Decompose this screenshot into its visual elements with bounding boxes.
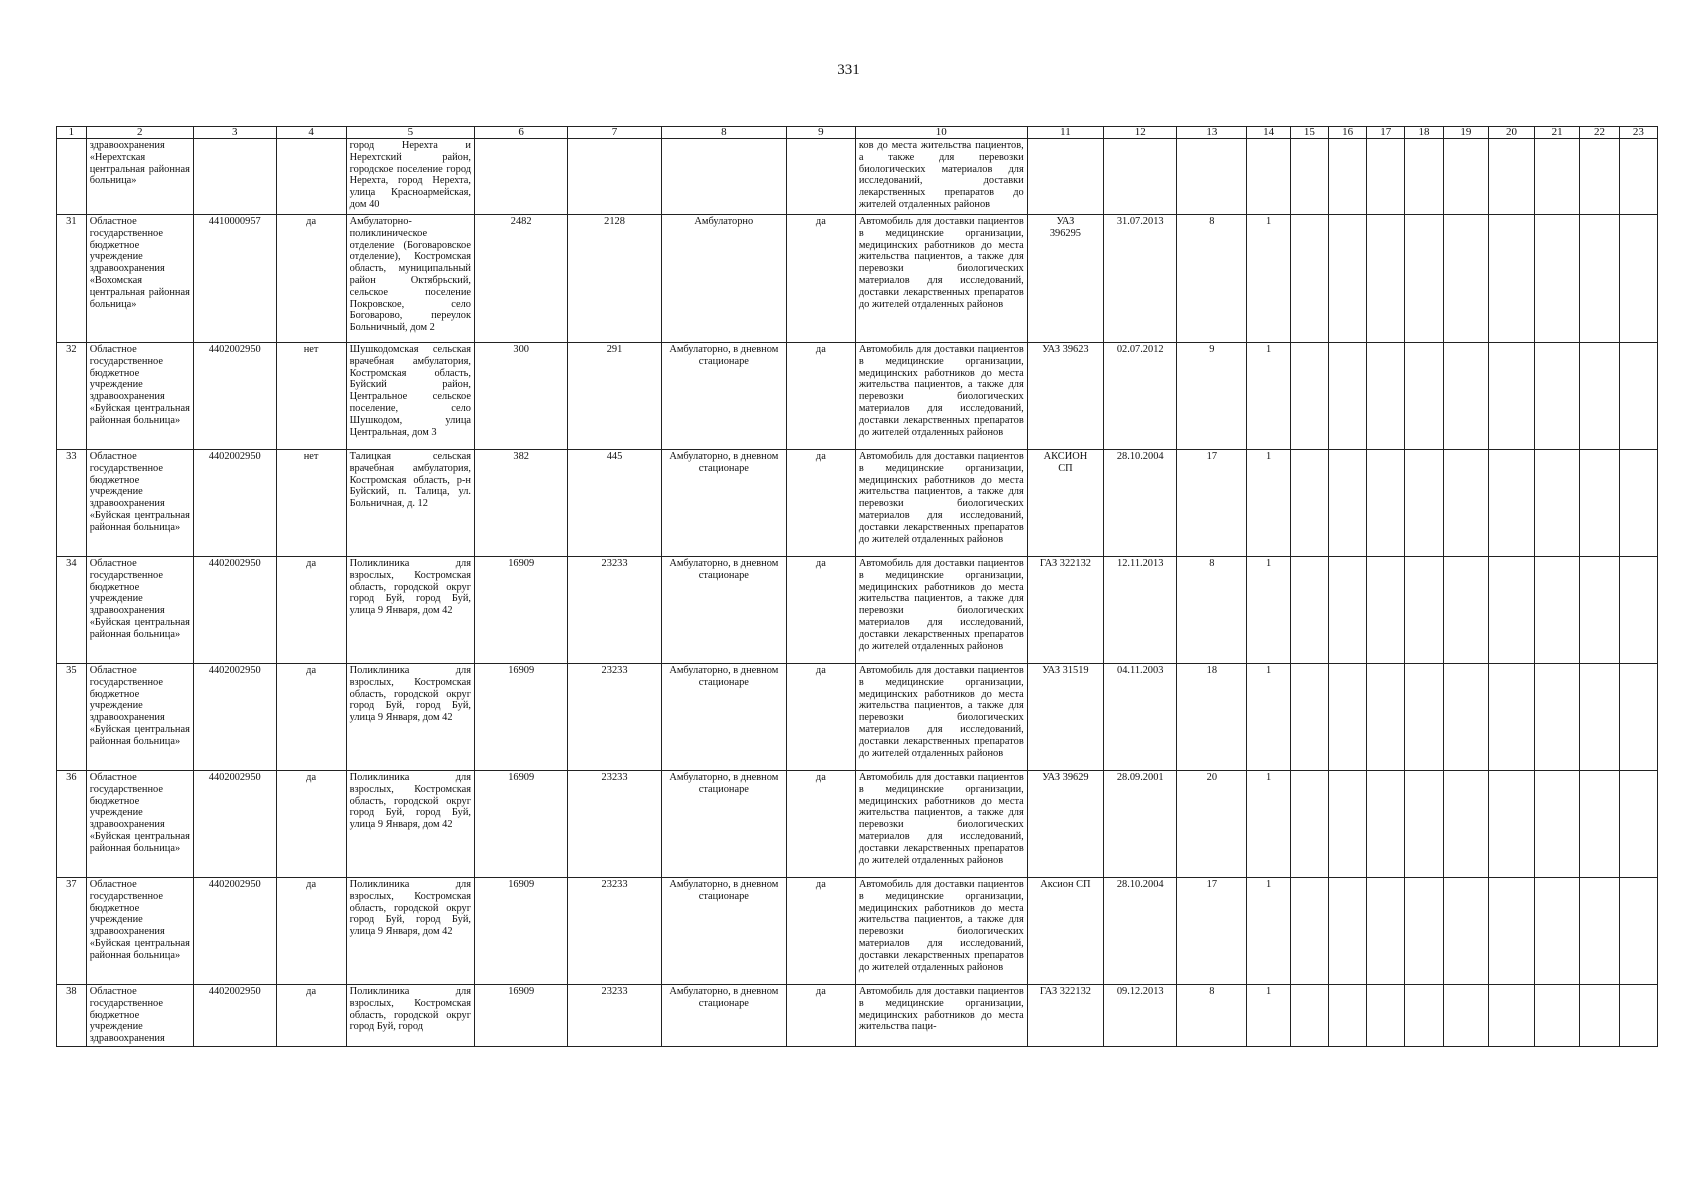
column-number-cell: 12 — [1104, 127, 1177, 139]
empty-cell — [1443, 985, 1489, 1047]
column-number-cell: 10 — [855, 127, 1027, 139]
column-number-cell: 17 — [1367, 127, 1405, 139]
column-9-cell: да — [786, 985, 855, 1047]
empty-cell — [1489, 215, 1535, 343]
inn-cell: 4402002950 — [193, 343, 276, 450]
address-cell: Поликлиника для взрослых, Костромская область, городской округ город Буй, город — [346, 985, 474, 1047]
address-cell: Шушкодомская сельская врачебная амбулатория, Костромская область, Буйский район, Центральное сельское поселение, село Шушкодом, улица Центральная, дом 3 — [346, 343, 474, 450]
column-6-cell: 300 — [475, 343, 568, 450]
column-number-cell: 19 — [1443, 127, 1489, 139]
column-9-cell — [786, 139, 855, 215]
column-9-cell: да — [786, 450, 855, 557]
column-number-cell: 23 — [1619, 127, 1657, 139]
column-13-cell: 8 — [1177, 215, 1247, 343]
empty-cell — [1534, 139, 1580, 215]
empty-cell — [1580, 878, 1619, 985]
row-number-cell: 34 — [57, 557, 87, 664]
column-6-cell: 16909 — [475, 557, 568, 664]
date-cell: 12.11.2013 — [1104, 557, 1177, 664]
flag-cell: нет — [276, 450, 346, 557]
vehicle-model-cell — [1027, 139, 1103, 215]
empty-cell — [1619, 139, 1657, 215]
empty-cell — [1443, 664, 1489, 771]
column-9-cell: да — [786, 557, 855, 664]
table-row — [57, 450, 1658, 557]
flag-cell: да — [276, 985, 346, 1047]
vehicle-purpose-cell: Автомобиль для доставки пациентов в медицинские организации, медицинских работников до места жительства пациентов, а также для перевозки биологических материалов для исследований, доставки лекарственных препаратов до жителей отдаленных районов — [855, 557, 1027, 664]
empty-cell — [1489, 557, 1535, 664]
inn-cell: 4402002950 — [193, 664, 276, 771]
organization-cell: Областное государственное бюджетное учреждение здравоохранения «Буйская центральная районная больница» — [86, 664, 193, 771]
address-cell: Талицкая сельская врачебная амбулатория, Костромская область, р-н Буйский, п. Талица, ул. Больничная, д. 12 — [346, 450, 474, 557]
column-number-cell: 13 — [1177, 127, 1247, 139]
column-14-cell: 1 — [1247, 215, 1290, 343]
empty-cell — [1619, 985, 1657, 1047]
empty-cell — [1367, 139, 1405, 215]
flag-cell — [276, 139, 346, 215]
empty-cell — [1489, 343, 1535, 450]
column-13-cell: 20 — [1177, 771, 1247, 878]
empty-cell — [1367, 215, 1405, 343]
empty-cell — [1367, 557, 1405, 664]
care-form-cell: Амбулаторно, в дневном стационаре — [661, 664, 786, 771]
inn-cell: 4402002950 — [193, 557, 276, 664]
column-13-cell: 17 — [1177, 878, 1247, 985]
column-14-cell — [1247, 139, 1290, 215]
empty-cell — [1534, 215, 1580, 343]
column-number-cell: 2 — [86, 127, 193, 139]
row-number-cell: 31 — [57, 215, 87, 343]
empty-cell — [1580, 450, 1619, 557]
empty-cell — [1367, 343, 1405, 450]
empty-cell — [1367, 664, 1405, 771]
empty-cell — [1619, 215, 1657, 343]
column-13-cell: 18 — [1177, 664, 1247, 771]
column-7-cell: 23233 — [568, 771, 661, 878]
empty-cell — [1619, 450, 1657, 557]
empty-cell — [1489, 771, 1535, 878]
empty-cell — [1367, 771, 1405, 878]
column-7-cell: 23233 — [568, 557, 661, 664]
empty-cell — [1405, 343, 1443, 450]
column-number-cell: 5 — [346, 127, 474, 139]
care-form-cell: Амбулаторно, в дневном стационаре — [661, 878, 786, 985]
vehicle-model-cell: ГАЗ 322132 — [1027, 557, 1103, 664]
inn-cell: 4402002950 — [193, 771, 276, 878]
address-cell: Поликлиника для взрослых, Костромская область, городской округ город Буй, город Буй, улица 9 Января, дом 42 — [346, 664, 474, 771]
column-7-cell: 23233 — [568, 878, 661, 985]
column-6-cell: 16909 — [475, 985, 568, 1047]
organization-cell: Областное государственное бюджетное учреждение здравоохранения «Буйская центральная районная больница» — [86, 450, 193, 557]
empty-cell — [1290, 450, 1328, 557]
column-number-cell: 20 — [1489, 127, 1535, 139]
table-row — [57, 557, 1658, 664]
empty-cell — [1329, 343, 1367, 450]
organization-cell: Областное государственное бюджетное учреждение здравоохранения «Буйская центральная районная больница» — [86, 771, 193, 878]
vehicle-purpose-cell: Автомобиль для доставки пациентов в медицинские организации, медицинских работников до места жительства пациентов, а также для перевозки биологических материалов для исследований, доставки лекарственных препаратов до жителей отдаленных районов — [855, 215, 1027, 343]
empty-cell — [1405, 557, 1443, 664]
empty-cell — [1290, 139, 1328, 215]
column-14-cell: 1 — [1247, 664, 1290, 771]
column-9-cell: да — [786, 343, 855, 450]
empty-cell — [1405, 878, 1443, 985]
vehicle-model-cell: УАЗ 396295 — [1027, 215, 1103, 343]
column-number-cell: 4 — [276, 127, 346, 139]
vehicle-model-cell: ГАЗ 322132 — [1027, 985, 1103, 1047]
column-13-cell: 8 — [1177, 985, 1247, 1047]
column-6-cell — [475, 139, 568, 215]
page-number: 331 — [837, 62, 860, 78]
column-9-cell: да — [786, 771, 855, 878]
empty-cell — [1489, 664, 1535, 771]
empty-cell — [1405, 139, 1443, 215]
row-number-cell: 36 — [57, 771, 87, 878]
column-6-cell: 2482 — [475, 215, 568, 343]
row-number-cell: 33 — [57, 450, 87, 557]
empty-cell — [1329, 985, 1367, 1047]
care-form-cell: Амбулаторно, в дневном стационаре — [661, 557, 786, 664]
empty-cell — [1405, 450, 1443, 557]
vehicle-model-cell: УАЗ 31519 — [1027, 664, 1103, 771]
empty-cell — [1489, 985, 1535, 1047]
empty-cell — [1290, 771, 1328, 878]
column-number-cell: 16 — [1329, 127, 1367, 139]
column-14-cell: 1 — [1247, 878, 1290, 985]
date-cell — [1104, 139, 1177, 215]
column-number-cell: 14 — [1247, 127, 1290, 139]
row-number-cell: 38 — [57, 985, 87, 1047]
organization-cell: Областное государственное бюджетное учреждение здравоохранения «Буйская центральная районная больница» — [86, 557, 193, 664]
flag-cell: да — [276, 664, 346, 771]
empty-cell — [1534, 878, 1580, 985]
empty-cell — [1329, 139, 1367, 215]
empty-cell — [1580, 139, 1619, 215]
empty-cell — [1619, 878, 1657, 985]
column-14-cell: 1 — [1247, 985, 1290, 1047]
empty-cell — [1290, 985, 1328, 1047]
care-form-cell: Амбулаторно, в дневном стационаре — [661, 985, 786, 1047]
empty-cell — [1534, 664, 1580, 771]
column-13-cell: 8 — [1177, 557, 1247, 664]
empty-cell — [1619, 343, 1657, 450]
column-number-cell: 11 — [1027, 127, 1103, 139]
column-7-cell: 23233 — [568, 985, 661, 1047]
empty-cell — [1534, 450, 1580, 557]
care-form-cell: Амбулаторно, в дневном стационаре — [661, 343, 786, 450]
empty-cell — [1489, 139, 1535, 215]
empty-cell — [1580, 771, 1619, 878]
empty-cell — [1405, 215, 1443, 343]
vehicle-purpose-cell: Автомобиль для доставки пациентов в медицинские организации, медицинских работников до места жительства пациентов, а также для перевозки биологических материалов для исследований, доставки лекарственных препаратов до жителей отдаленных районов — [855, 664, 1027, 771]
empty-cell — [1534, 557, 1580, 664]
column-6-cell: 16909 — [475, 664, 568, 771]
date-cell: 28.10.2004 — [1104, 878, 1177, 985]
column-number-cell: 8 — [661, 127, 786, 139]
empty-cell — [1619, 664, 1657, 771]
table-body — [57, 139, 1658, 1047]
column-number-cell: 18 — [1405, 127, 1443, 139]
column-14-cell: 1 — [1247, 557, 1290, 664]
organization-cell: Областное государственное бюджетное учреждение здравоохранения «Буйская центральная районная больница» — [86, 343, 193, 450]
empty-cell — [1580, 215, 1619, 343]
organization-cell: Областное государственное бюджетное учреждение здравоохранения «Вохомская центральная районная больница» — [86, 215, 193, 343]
date-cell: 28.10.2004 — [1104, 450, 1177, 557]
date-cell: 28.09.2001 — [1104, 771, 1177, 878]
empty-cell — [1619, 557, 1657, 664]
vehicle-purpose-cell: Автомобиль для доставки пациентов в медицинские организации, медицинских работников до места жительства пациентов, а также для перевозки биологических материалов для исследований, доставки лекарственных препаратов до жителей отдаленных районов — [855, 450, 1027, 557]
column-13-cell: 17 — [1177, 450, 1247, 557]
table-row — [57, 985, 1658, 1047]
inn-cell — [193, 139, 276, 215]
column-13-cell: 9 — [1177, 343, 1247, 450]
address-cell: Поликлиника для взрослых, Костромская область, городской округ город Буй, город Буй, улица 9 Января, дом 42 — [346, 771, 474, 878]
column-number-cell: 21 — [1534, 127, 1580, 139]
column-7-cell: 445 — [568, 450, 661, 557]
column-number-cell: 7 — [568, 127, 661, 139]
vehicle-model-cell: УАЗ 39629 — [1027, 771, 1103, 878]
flag-cell: да — [276, 878, 346, 985]
column-9-cell: да — [786, 215, 855, 343]
organization-cell: здравоохранения «Нерехтская центральная районная больница» — [86, 139, 193, 215]
column-number-cell: 6 — [475, 127, 568, 139]
empty-cell — [1367, 878, 1405, 985]
empty-cell — [1580, 343, 1619, 450]
column-14-cell: 1 — [1247, 450, 1290, 557]
column-number-cell: 22 — [1580, 127, 1619, 139]
inn-cell: 4410000957 — [193, 215, 276, 343]
empty-cell — [1443, 450, 1489, 557]
column-number-cell: 1 — [57, 127, 87, 139]
date-cell: 09.12.2013 — [1104, 985, 1177, 1047]
vehicle-model-cell: АКСИОН СП — [1027, 450, 1103, 557]
care-form-cell — [661, 139, 786, 215]
column-7-cell: 291 — [568, 343, 661, 450]
register-table — [56, 126, 1658, 1047]
table-row — [57, 771, 1658, 878]
empty-cell — [1329, 215, 1367, 343]
address-cell: Поликлиника для взрослых, Костромская область, городской округ город Буй, город Буй, улица 9 Января, дом 42 — [346, 878, 474, 985]
inn-cell: 4402002950 — [193, 878, 276, 985]
date-cell: 31.07.2013 — [1104, 215, 1177, 343]
empty-cell — [1489, 878, 1535, 985]
empty-cell — [1367, 450, 1405, 557]
table-row — [57, 139, 1658, 215]
table-row — [57, 878, 1658, 985]
column-number-cell: 9 — [786, 127, 855, 139]
care-form-cell: Амбулаторно, в дневном стационаре — [661, 450, 786, 557]
empty-cell — [1489, 450, 1535, 557]
empty-cell — [1367, 985, 1405, 1047]
flag-cell: да — [276, 771, 346, 878]
column-14-cell: 1 — [1247, 771, 1290, 878]
empty-cell — [1290, 557, 1328, 664]
empty-cell — [1290, 878, 1328, 985]
empty-cell — [1405, 664, 1443, 771]
table-row — [57, 215, 1658, 343]
organization-cell: Областное государственное бюджетное учреждение здравоохранения — [86, 985, 193, 1047]
column-number-row — [57, 127, 1658, 139]
empty-cell — [1329, 557, 1367, 664]
inn-cell: 4402002950 — [193, 450, 276, 557]
empty-cell — [1405, 985, 1443, 1047]
empty-cell — [1329, 664, 1367, 771]
vehicle-model-cell: Аксион СП — [1027, 878, 1103, 985]
date-cell: 02.07.2012 — [1104, 343, 1177, 450]
column-9-cell: да — [786, 878, 855, 985]
row-number-cell: 35 — [57, 664, 87, 771]
empty-cell — [1290, 215, 1328, 343]
flag-cell: нет — [276, 343, 346, 450]
empty-cell — [1580, 557, 1619, 664]
column-number-cell: 3 — [193, 127, 276, 139]
vehicle-purpose-cell: Автомобиль для доставки пациентов в медицинские организации, медицинских работников до места жительства пациентов, а также для перевозки биологических материалов для исследований, доставки лекарственных препаратов до жителей отдаленных районов — [855, 878, 1027, 985]
empty-cell — [1443, 343, 1489, 450]
address-cell: город Нерехта и Нерехтский район, городское поселение город Нерехта, город Нерехта, улица Красноармейская, дом 40 — [346, 139, 474, 215]
column-6-cell: 16909 — [475, 771, 568, 878]
address-cell: Амбулаторно-поликлиническое отделение (Боговаровское отделение), Костромская область, муниципальный район Октябрьский, сельское поселение Покровское, село Боговарово, переулок Больничный, дом 2 — [346, 215, 474, 343]
column-6-cell: 16909 — [475, 878, 568, 985]
column-14-cell: 1 — [1247, 343, 1290, 450]
empty-cell — [1443, 557, 1489, 664]
date-cell: 04.11.2003 — [1104, 664, 1177, 771]
care-form-cell: Амбулаторно — [661, 215, 786, 343]
empty-cell — [1580, 985, 1619, 1047]
empty-cell — [1443, 215, 1489, 343]
empty-cell — [1290, 664, 1328, 771]
empty-cell — [1443, 139, 1489, 215]
empty-cell — [1534, 985, 1580, 1047]
row-number-cell: 37 — [57, 878, 87, 985]
vehicle-purpose-cell: Автомобиль для доставки пациентов в медицинские организации, медицинских работников до места жительства пациентов, а также для перевозки биологических материалов для исследований, доставки лекарственных препаратов до жителей отдаленных районов — [855, 771, 1027, 878]
address-cell: Поликлиника для взрослых, Костромская область, городской округ город Буй, город Буй, улица 9 Января, дом 42 — [346, 557, 474, 664]
empty-cell — [1443, 878, 1489, 985]
column-7-cell — [568, 139, 661, 215]
empty-cell — [1534, 343, 1580, 450]
column-6-cell: 382 — [475, 450, 568, 557]
organization-cell: Областное государственное бюджетное учреждение здравоохранения «Буйская центральная районная больница» — [86, 878, 193, 985]
empty-cell — [1534, 771, 1580, 878]
column-number-cell: 15 — [1290, 127, 1328, 139]
flag-cell: да — [276, 557, 346, 664]
column-7-cell: 23233 — [568, 664, 661, 771]
inn-cell: 4402002950 — [193, 985, 276, 1047]
empty-cell — [1329, 771, 1367, 878]
care-form-cell: Амбулаторно, в дневном стационаре — [661, 771, 786, 878]
row-number-cell — [57, 139, 87, 215]
empty-cell — [1619, 771, 1657, 878]
column-13-cell — [1177, 139, 1247, 215]
empty-cell — [1580, 664, 1619, 771]
row-number-cell: 32 — [57, 343, 87, 450]
column-7-cell: 2128 — [568, 215, 661, 343]
vehicle-purpose-cell: ков до места жительства пациентов, а также для перевозки биологических материалов для исследований, доставки лекарственных препаратов до жителей отдаленных районов — [855, 139, 1027, 215]
empty-cell — [1329, 878, 1367, 985]
table-row — [57, 343, 1658, 450]
empty-cell — [1329, 450, 1367, 557]
empty-cell — [1443, 771, 1489, 878]
vehicle-purpose-cell: Автомобиль для доставки пациентов в медицинские организации, медицинских работников до места жительства паци- — [855, 985, 1027, 1047]
empty-cell — [1290, 343, 1328, 450]
empty-cell — [1405, 771, 1443, 878]
vehicle-purpose-cell: Автомобиль для доставки пациентов в медицинские организации, медицинских работников до места жительства пациентов, а также для перевозки биологических материалов для исследований, доставки лекарственных препаратов до жителей отдаленных районов — [855, 343, 1027, 450]
column-9-cell: да — [786, 664, 855, 771]
table-row — [57, 664, 1658, 771]
flag-cell: да — [276, 215, 346, 343]
vehicle-model-cell: УАЗ 39623 — [1027, 343, 1103, 450]
